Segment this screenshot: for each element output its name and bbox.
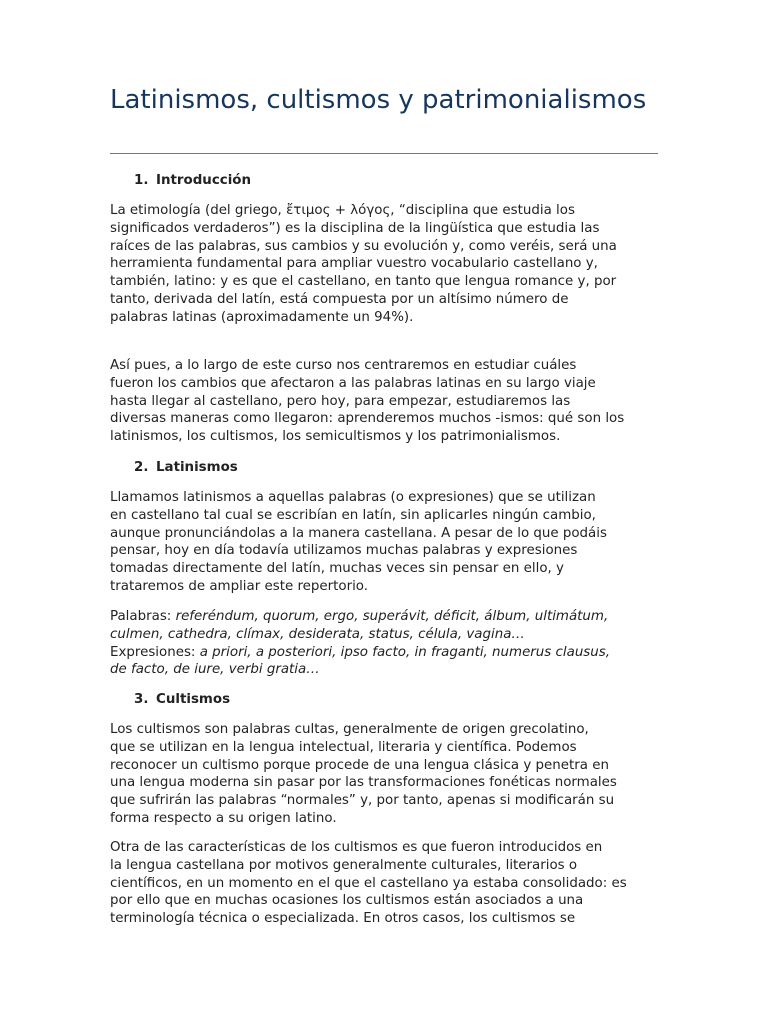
title-underline	[110, 153, 658, 154]
paragraph-cultismos-1: Los cultismos son palabras cultas, generalmente de origen grecolatino, que se utilizan en la lengua intelectual, literaria y científica. Podemos reconocer un cultismo porque procede de una lengua clásica y penetra en una lengua moderna sin pasar por las transformaciones fonéticas normales que sufrirán las palabras “normales” y, por tanto, apenas si modificarán su forma respecto a su origen latino.	[110, 722, 617, 826]
examples-expr-line1	[110, 644, 650, 662]
paragraph-intro-2: Así pues, a lo largo de este curso nos centraremos en estudiar cuáles fueron los cambios que afectaron a las palabras latinas en su largo viaje hasta llegar al castellano, pero hoy, para empezar, estudiaremos las diversas maneras como llegaron: aprenderemos muchos -ismos: qué son los latinismos, los cultismos, los semicultismos y los patrimonialismos.	[110, 358, 625, 445]
section-title: Introducción	[156, 173, 252, 188]
paragraph-cultismos-2: Otra de las características de los cultismos es que fueron introducidos en la lengua castellana por motivos generalmente culturales, literarios o científicos, en un momento en el que el castellano ya estaba consolidado: es por ello que en muchas ocasiones los cultismos están asociados a una terminología técnica o especializada. En otros casos, los cultismos se	[110, 840, 627, 927]
section-heading-cultismos	[134, 691, 230, 708]
examples-expr-label: Expresiones:	[110, 644, 200, 660]
section-title: Latinismos	[156, 460, 238, 475]
paragraph-latinismos: Llamamos latinismos a aquellas palabras (o expresiones) que se utilizan en castellano tal cual se escribían en latín, sin aplicarles ningún cambio, aunque pronunciándolas a la manera castellana. A pesar de lo que podáis pensar, hoy en día todavía utilizamos muchas palabras y expresiones tomadas directamente del latín, muchas veces sin pensar en ello, y trataremos de ampliar este repertorio.	[110, 490, 607, 594]
examples-words-list-cont: culmen, cathedra, clímax, desiderata, status, célula, vagina…	[110, 626, 525, 642]
section-number: 1.	[134, 173, 149, 188]
examples-words-list: referéndum, quorum, ergo, superávit, déficit, álbum, ultimátum,	[175, 609, 609, 624]
examples-words-label: Palabras:	[110, 609, 176, 624]
document-title: Latinismos, cultismos y patrimonialismos	[110, 85, 647, 115]
examples-words-line1	[110, 608, 650, 626]
paragraph-intro-1: La etimología (del griego, ἔτιμος + λόγος, “disciplina que estudia los significados verdaderos”) es la disciplina de la lingüística que estudia las raíces de las palabras, sus cambios y su evolución y, como veréis, será una herramienta fundamental para ampliar vuestro vocabulario castellano y, también, latino: y es que el castellano, en tanto que lengua romance y, por tanto, derivada del latín, está compuesta por un altísimo número de palabras latinas (aproximadamente un 94%).	[110, 203, 617, 325]
examples-expr-list: a priori, a posteriori, ipso facto, in fraganti, numerus clausus,	[199, 644, 611, 660]
examples-expr-line2	[110, 661, 650, 679]
section-heading-latinismos	[134, 459, 238, 476]
section-heading-introduccion	[134, 172, 251, 189]
examples-expr-list-cont: de facto, de iure, verbi gratia…	[110, 662, 320, 678]
examples-block	[110, 608, 650, 679]
section-title: Cultismos	[156, 692, 231, 707]
section-number: 2.	[134, 460, 149, 475]
section-number: 3.	[134, 692, 149, 707]
examples-words-line2	[110, 626, 650, 644]
